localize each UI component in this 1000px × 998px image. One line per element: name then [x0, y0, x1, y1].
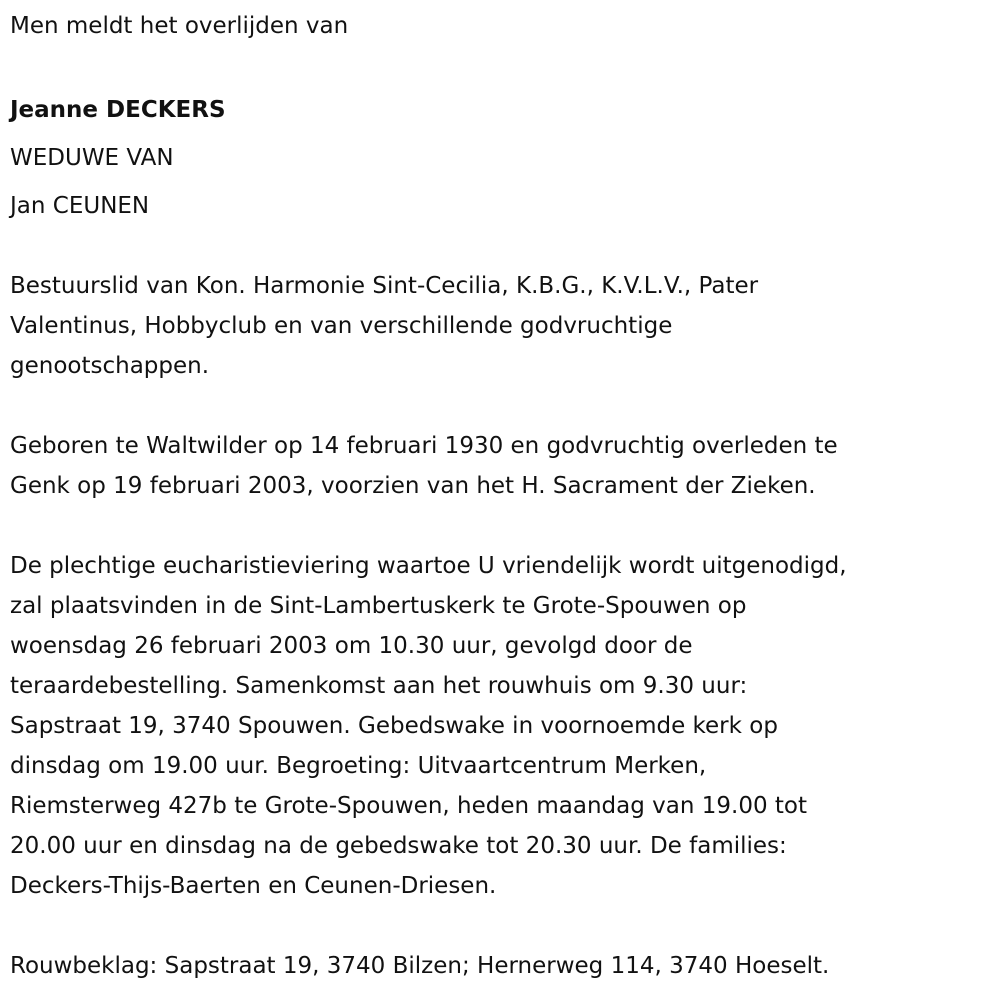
paragraph-line: Riemsterweg 427b te Grote-Spouwen, heden maandag van 19.00 tot [10, 793, 808, 819]
paragraph-line: Valentinus, Hobbyclub en van verschillende godvruchtige [10, 313, 673, 339]
deceased-name: Jeanne DECKERS [10, 97, 226, 123]
paragraph-line: genootschappen. [10, 353, 210, 379]
name-block [10, 86, 990, 230]
condolences-address: Rouwbeklag: Sapstraat 19, 3740 Bilzen; Hernerweg 114, 3740 Hoeselt. [10, 953, 830, 979]
paragraph-line: Bestuurslid van Kon. Harmonie Sint-Cecilia, K.B.G., K.V.L.V., Pater [10, 273, 759, 299]
condolences-paragraph [10, 946, 990, 986]
paragraph-line: Genk op 19 februari 2003, voorzien van het H. Sacrament der Zieken. [10, 473, 816, 499]
relation-text: WEDUWE VAN [10, 145, 174, 171]
paragraph-line: zal plaatsvinden in de Sint-Lambertuskerk te Grote-Spouwen op [10, 593, 747, 619]
paragraph-line: Geboren te Waltwilder op 14 februari 1930 en godvruchtig overleden te [10, 433, 838, 459]
memberships-paragraph [10, 266, 990, 386]
spouse-name: Jan CEUNEN [10, 193, 150, 219]
ceremony-paragraph [10, 546, 990, 906]
birth-death-paragraph [10, 426, 990, 506]
obituary-notice [10, 6, 990, 986]
paragraph-line: De plechtige eucharistieviering waartoe U vriendelijk wordt uitgenodigd, [10, 553, 847, 579]
paragraph-line: woensdag 26 februari 2003 om 10.30 uur, gevolgd door de [10, 633, 693, 659]
intro-text: Men meldt het overlijden van [10, 13, 349, 39]
paragraph-line: dinsdag om 19.00 uur. Begroeting: Uitvaartcentrum Merken, [10, 753, 707, 779]
paragraph-line: 20.00 uur en dinsdag na de gebedswake tot 20.30 uur. De families: [10, 833, 787, 859]
paragraph-line: Sapstraat 19, 3740 Spouwen. Gebedswake in voornoemde kerk op [10, 713, 778, 739]
paragraph-line: teraardebestelling. Samenkomst aan het rouwhuis om 9.30 uur: [10, 673, 748, 699]
paragraph-line: Deckers-Thijs-Baerten en Ceunen-Driesen. [10, 873, 497, 899]
